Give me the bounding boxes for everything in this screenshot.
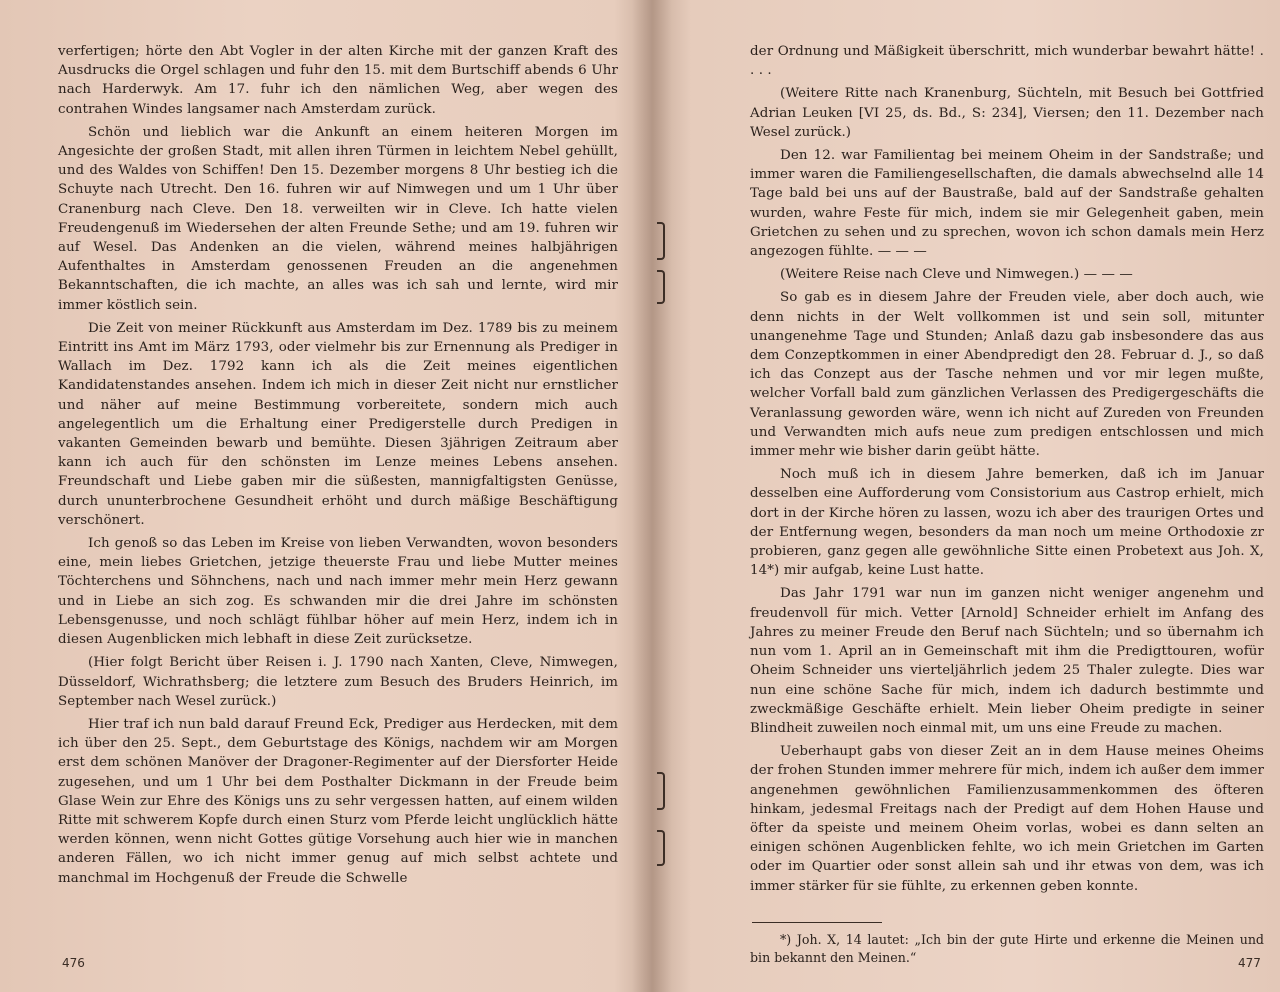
binding-stitch bbox=[657, 270, 665, 304]
paragraph: Ueberhaupt gabs von dieser Zeit an in dem Hause meines Oheims der frohen Stunden immer mehrere für mich, indem ich außer dem immer angenehmen gewöhnlichen Familienzusammenkommen des öfteren hinkam, jedesmal Freitags nach der Predigt auf dem Hohen Hause und öfter da speiste und meinem Oheim vorlas, wobei es dann selten an einigen schönen Augenblicken fehlte, wo ich mein Grietchen im Garten oder im Quartier oder sonst allein sah und ihr etwas von dem, was ich immer stärker für sie fühlte, zu erkennen geben konnte. bbox=[750, 744, 1264, 894]
paragraph: Den 12. war Familientag bei meinem Oheim in der Sandstraße; und immer waren die Familiengesellschaften, die damals abwechselnd alle 14 Tage bald bei uns auf der Baustraße, bald auf der Sandstraße gehalten wurden, wahre Feste für mich, indem sie mir Gelegenheit gaben, mein Grietchen zu sehen und zu sprechen, wovon ich schon damals mein Herz angezogen fühlte. — — — bbox=[750, 148, 1264, 260]
paragraph: Ich genoß so das Leben im Kreise von lieben Verwandten, wovon besonders eine, mein liebes Grietchen, jetzige theuerste Frau und liebe Mutter meines Töchterchens und Söhnchens, nach und nach immer mehr mein Herz gewann und in Liebe an sich zog. Es schwanden mir die drei Jahre im schönsten Lebensgenusse, und noch schlägt fühlbar höher auf mein Herz, indem ich in diesen Augenblicken mich lebhaft in diese Zeit zurücksetze. bbox=[58, 536, 618, 648]
footnote: *) Joh. X, 14 lautet: „Ich bin der gute Hirte und erkenne die Meinen und bin bekannt den Meinen.“ bbox=[750, 931, 1264, 965]
binding-stitch bbox=[657, 830, 665, 866]
binding-stitch bbox=[657, 772, 665, 810]
paragraph: Schön und lieblich war die Ankunft an einem heiteren Morgen im Angesichte der großen Stadt, mit allen ihren Türmen in leichtem Nebel gehüllt, und des Waldes von Schiffen! Den 15. Dezember morgens 8 Uhr bestieg ich die Schuyte nach Utrecht. Den 16. fuhren wir auf Nimwegen und um 1 Uhr über Cranenburg nach Cleve. Den 18. verweilten wir in Cleve. Ich hatte vielen Freudengenuß im Wiedersehen der alten Freunde Sethe; und am 19. fuhren wir auf Wesel. Das Andenken an die vielen, während meines halbjährigen Aufenthaltes in Amsterdam genossenen Freuden an die angenehmen Bekanntschaften, die ich machte, an alles was ich sah und lernte, wird mir immer köstlich sein. bbox=[58, 124, 618, 313]
paragraph: (Weitere Ritte nach Kranenburg, Süchteln, mit Besuch bei Gottfried Adrian Leuken [VI 25, ds. Bd., S: 234], Viersen; den 11. Dezember nach Wesel zurück.) bbox=[750, 86, 1264, 140]
page-number-right: 477 bbox=[1238, 956, 1261, 970]
paragraph: Hier traf ich nun bald darauf Freund Eck, Prediger aus Herdecken, mit dem ich über den 25. Sept., dem Geburtstage des Königs, nachdem wir am Morgen erst dem schönen Manöver der Dragoner-Regimenter auf der Diersforter Heide zugesehen, und um 1 Uhr bei dem Posthalter Dickmann in der Freude beim Glase Wein zur Ehre des Königs uns zu sehr vergessen hatten, auf einem wilden Ritte mit schwerem Kopfe durch einen Sturz vom Pferde leicht unglücklich hätte werden können, wenn nicht Gottes gütige Vorsehung auch hier wie in manchen anderen Fällen, wo ich nicht immer genug auf mich selbst achtete und manchmal im Hochgenuß der Freude die Schwelle bbox=[58, 716, 618, 886]
paragraph: Das Jahr 1791 war nun im ganzen nicht weniger angenehm und freudenvoll für mich. Vetter [Arnold] Schneider erhielt im Anfang des Jahres zu meiner Freude den Beruf nach Süchteln; und so übernahm ich nun vom 1. April an in Gemeinschaft mit ihm die Predigttouren, wofür Oheim Schneider uns vierteljährlich jedem 25 Thaler zulegte. Dies war nun eine schöne Sache für mich, indem ich dadurch bestimmte und zweckmäßige Geschäfte erhielt. Mein lieber Oheim predigte in seiner Blindheit zuweilen noch einmal mit, um uns eine Freude zu machen. bbox=[750, 586, 1264, 736]
paragraph: Noch muß ich in diesem Jahre bemerken, daß ich im Januar desselben eine Aufforderung vom Consistorium aus Castrop erhielt, mich dort in der Kirche hören zu lassen, wozu ich aber des traurigen Ortes und der Entfernung wegen, besonders da man noch um meine Orthodoxie zr probieren, ganz gegen alle gewöhnliche Sitte einen Probetext aus Joh. X, 14*) mir aufgab, keine Lust hatte. bbox=[750, 467, 1264, 579]
paragraph: (Hier folgt Bericht über Reisen i. J. 1790 nach Xanten, Cleve, Nimwegen, Düsseldorf, Wichrathsberg; die letztere zum Besuch des Bruders Heinrich, im September nach Wesel zurück.) bbox=[58, 655, 618, 709]
paragraph: der Ordnung und Mäßigkeit überschritt, mich wunderbar bewahrt hätte! . . . . bbox=[750, 44, 1264, 79]
footnote-divider bbox=[752, 922, 882, 923]
page-number-left: 476 bbox=[62, 956, 85, 970]
left-page bbox=[58, 42, 618, 892]
right-page bbox=[750, 42, 1264, 967]
book-gutter bbox=[632, 0, 672, 992]
paragraph: So gab es in diesem Jahre der Freuden viele, aber doch auch, wie denn nichts in der Welt vollkommen ist und sein soll, mitunter unangenehme Tage und Stunden; Anlaß dazu gab insbesondere das aus dem Conzeptkommen in einer Abendpredigt den 28. Februar d. J., so daß ich das Conzept aus der Tasche nehmen und vor mir legen mußte, welcher Vorfall bald zum gänzlichen Verlassen des Predigergeschäfts die Veranlassung geworden wäre, wenn ich nicht auf Zureden von Freunden und Verwandten mich aufs neue zum predigen entschlossen und mich immer mehr wie bisher darin geübt hätte. bbox=[750, 290, 1264, 460]
paragraph: (Weitere Reise nach Cleve und Nimwegen.) — — — bbox=[780, 267, 1133, 283]
paragraph: verfertigen; hörte den Abt Vogler in der alten Kirche mit der ganzen Kraft des Ausdrucks die Orgel schlagen und fuhr den 15. mit dem Burtschiff abends 6 Uhr nach Harderwyk. Am 17. fuhr ich den nämlichen Weg, aber wegen des contrahen Windes langsamer nach Amsterdam zurück. bbox=[58, 44, 618, 117]
binding-stitch bbox=[657, 222, 665, 260]
paragraph: Die Zeit von meiner Rückkunft aus Amsterdam im Dez. 1789 bis zu meinem Eintritt ins Amt im März 1793, oder vielmehr bis zur Ernennung als Prediger in Wallach im Dez. 1792 kann ich als die Zeit meines eigentlichen Kandidatenstandes ansehen. Indem ich mich in dieser Zeit nicht nur ernstlicher und näher auf meine Bestimmung vorbereitete, sondern mich auch angelegentlich um die Erhaltung einer Predigerstelle durch Predigen in vakanten Gemeinden bewarb und bemühte. Diesen 3jährigen Zeitraum aber kann ich auch für den schönsten im Lenze meines Lebens ansehen. Freundschaft und Liebe gaben mir die süßesten, mannigfaltigsten Genüsse, durch ununterbrochene Gesundheit erhöht und durch mäßige Beschäftigung verschönert. bbox=[58, 320, 618, 528]
